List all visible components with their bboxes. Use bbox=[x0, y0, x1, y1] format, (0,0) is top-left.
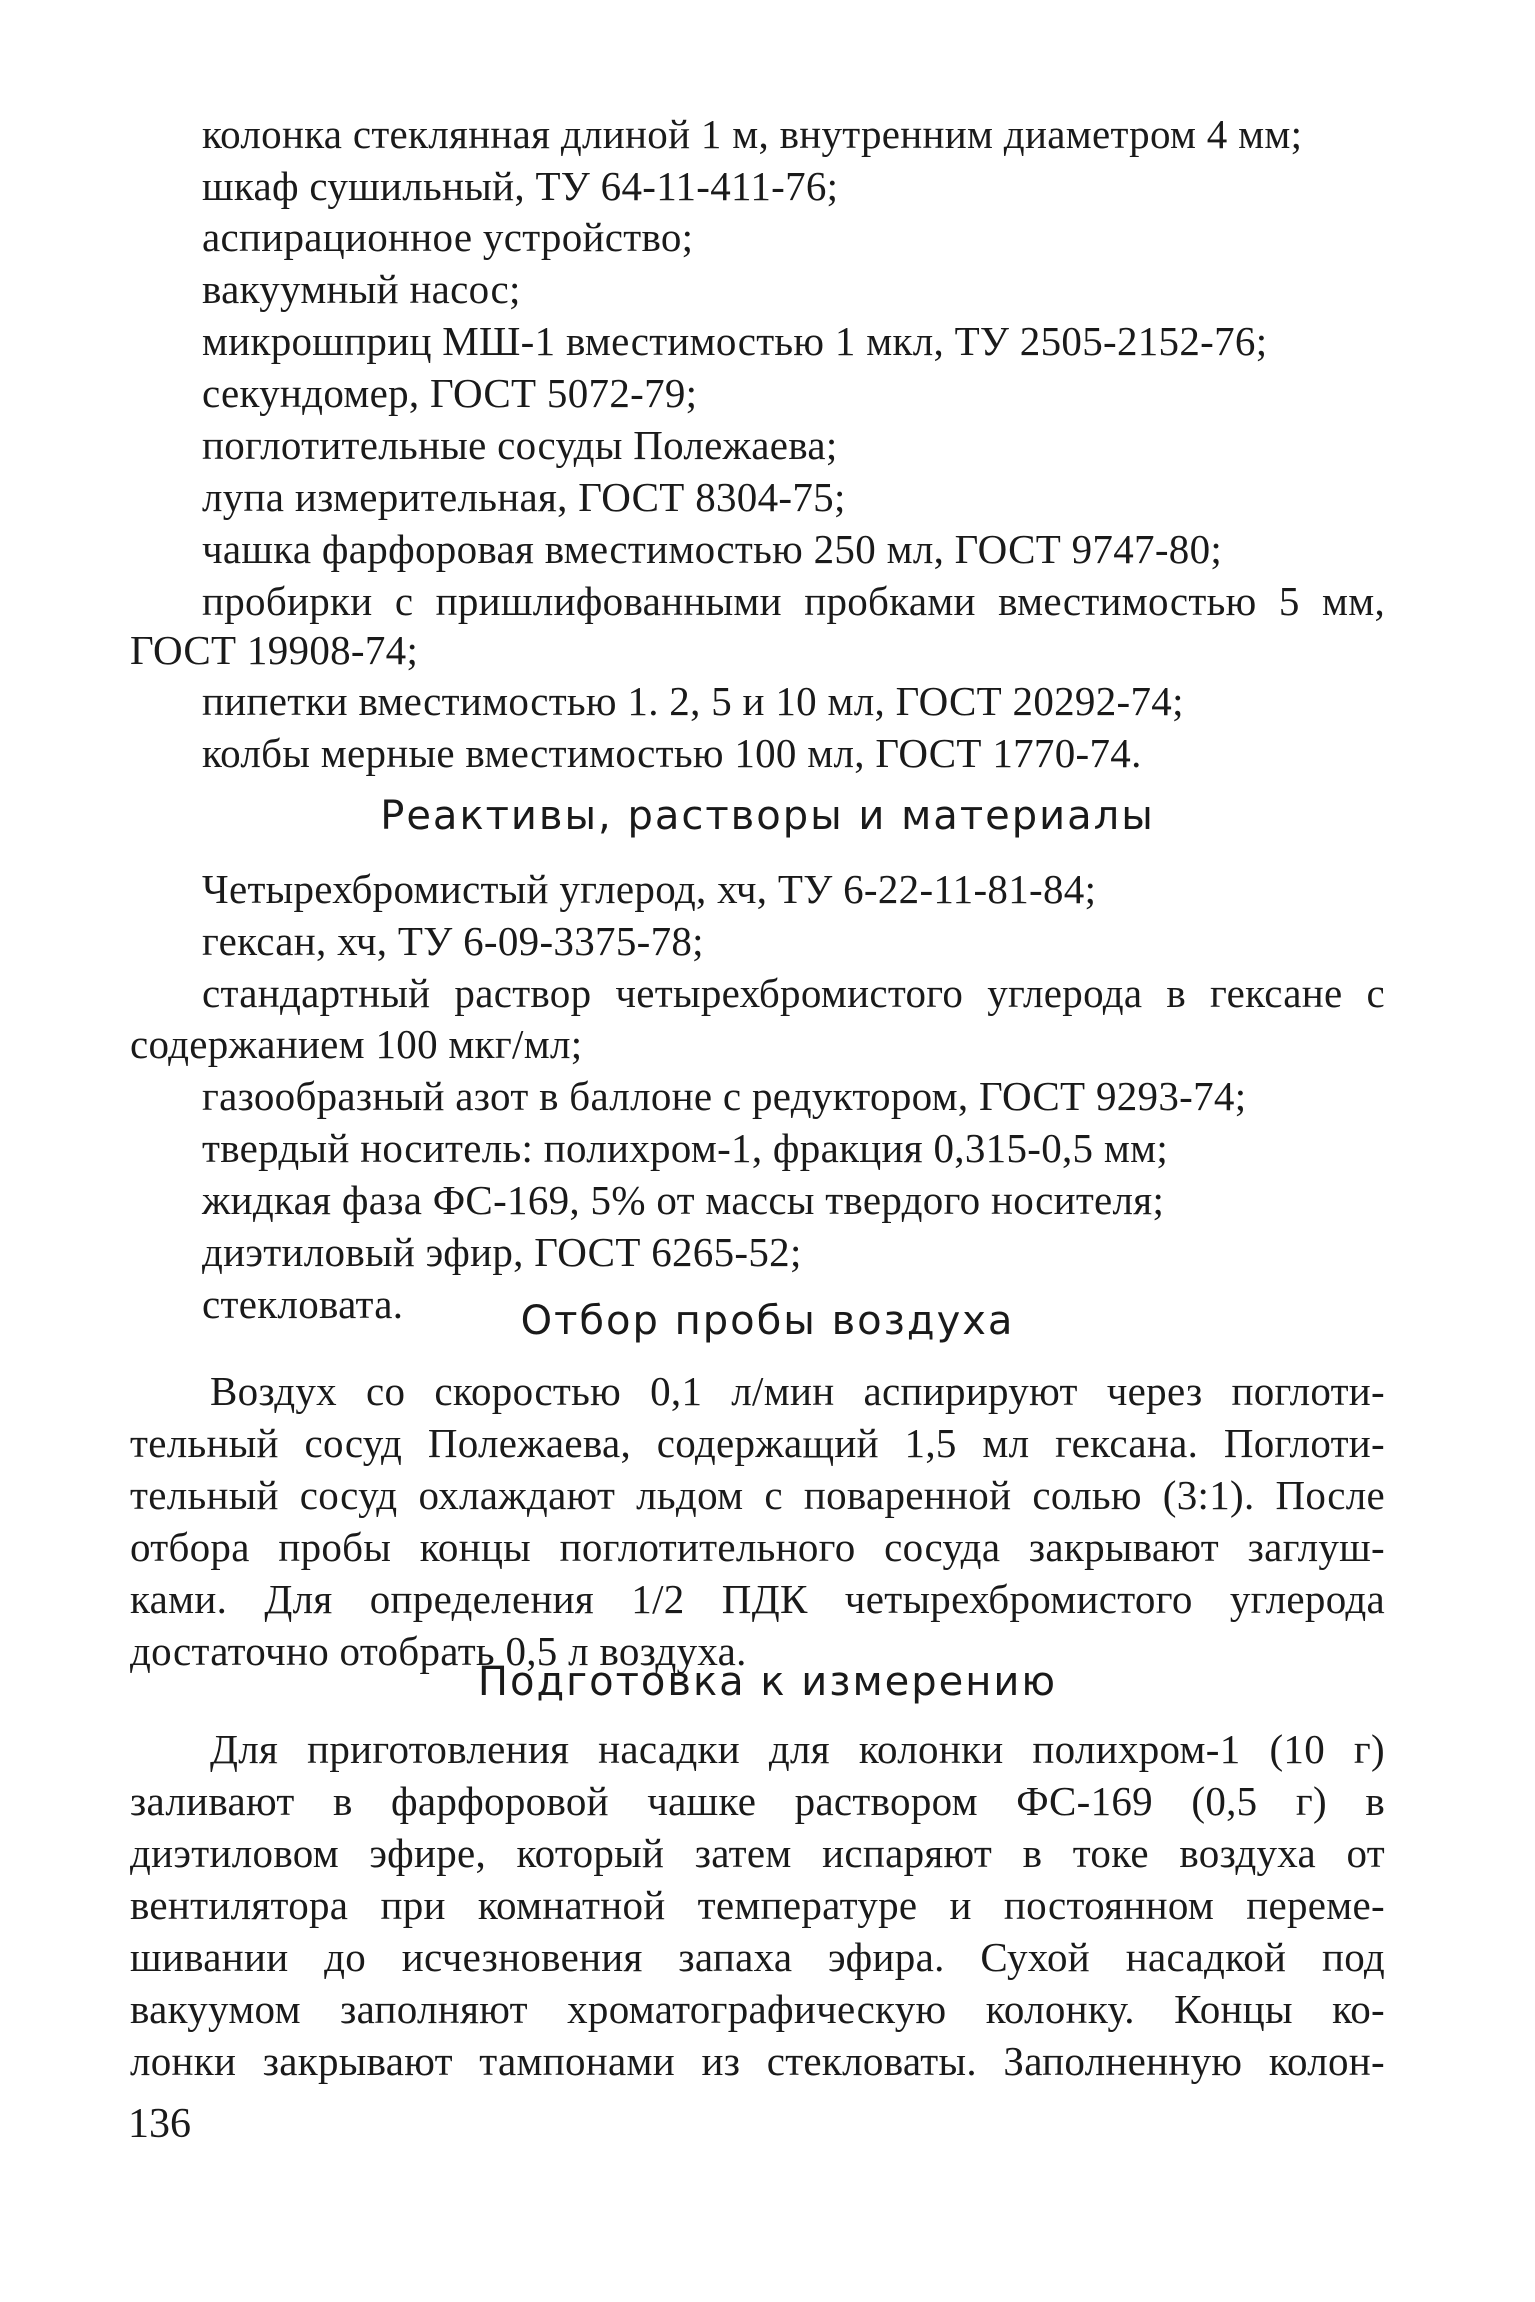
preparation-line: шивании до исчезновения запаха эфира. Сухой насадкой под bbox=[130, 1934, 1385, 1980]
equipment-line: микрошприц МШ-1 вместимостью 1 мкл, ТУ 2505-2152-76; bbox=[202, 318, 1268, 364]
section-heading-sampling: Отбор пробы воздуха bbox=[520, 1298, 1015, 1344]
sampling-line: Воздух со скоростью 0,1 л/мин аспирируют через поглоти- bbox=[210, 1368, 1385, 1414]
reagents-line: стекловата. bbox=[202, 1281, 404, 1327]
reagents-line: твердый носитель: полихром-1, фракция 0,315-0,5 мм; bbox=[202, 1125, 1169, 1171]
sampling-line: тельный сосуд охлаждают льдом с поваренной солью (3:1). После bbox=[130, 1472, 1385, 1518]
equipment-line: колонка стеклянная длиной 1 м, внутренним диаметром 4 мм; bbox=[202, 111, 1303, 157]
sampling-line: достаточно отобрать 0,5 л воздуха. bbox=[130, 1628, 747, 1674]
preparation-line: лонки закрывают тампонами из стекловаты. Заполненную колон- bbox=[130, 2038, 1385, 2084]
sampling-line: ками. Для определения 1/2 ПДК четырехбромистого углерода bbox=[130, 1576, 1385, 1622]
equipment-line: аспирационное устройство; bbox=[202, 214, 694, 260]
reagents-line: стандартный раствор четырехбромистого углерода в гексане с bbox=[202, 970, 1385, 1016]
section-heading-preparation: Подготовка к измерению bbox=[477, 1659, 1058, 1705]
reagents-line: гексан, хч, ТУ 6-09-3375-78; bbox=[202, 918, 704, 964]
section-heading-reagents: Реактивы, растворы и материалы bbox=[380, 793, 1155, 839]
reagents-line: Четырехбромистый углерод, хч, ТУ 6-22-11-81-84; bbox=[202, 866, 1097, 912]
reagents-line: диэтиловый эфир, ГОСТ 6265-52; bbox=[202, 1229, 802, 1275]
preparation-line: заливают в фарфоровой чашке раствором ФС-169 (0,5 г) в bbox=[130, 1778, 1385, 1824]
equipment-line: поглотительные сосуды Полежаева; bbox=[202, 422, 838, 468]
equipment-line: чашка фарфоровая вместимостью 250 мл, ГОСТ 9747-80; bbox=[202, 526, 1223, 572]
preparation-line: вакуумом заполняют хроматографическую колонку. Концы ко- bbox=[130, 1986, 1385, 2032]
preparation-line: вентилятора при комнатной температуре и постоянном переме- bbox=[130, 1882, 1385, 1928]
reagents-line: газообразный азот в баллоне с редуктором, ГОСТ 9293-74; bbox=[202, 1073, 1247, 1119]
equipment-line: ГОСТ 19908-74; bbox=[130, 627, 419, 673]
equipment-line: секундомер, ГОСТ 5072-79; bbox=[202, 370, 698, 416]
sampling-line: тельный сосуд Полежаева, содержащий 1,5 мл гексана. Поглоти- bbox=[130, 1420, 1385, 1466]
page-number: 136 bbox=[128, 2101, 191, 2147]
equipment-line: вакуумный насос; bbox=[202, 266, 521, 312]
equipment-line: пробирки с пришлифованными пробками вместимостью 5 мм, bbox=[202, 578, 1385, 624]
preparation-line: Для приготовления насадки для колонки полихром-1 (10 г) bbox=[210, 1726, 1385, 1772]
reagents-line: содержанием 100 мкг/мл; bbox=[130, 1021, 583, 1067]
equipment-line: пипетки вместимостью 1. 2, 5 и 10 мл, ГОСТ 20292-74; bbox=[202, 678, 1184, 724]
reagents-line: жидкая фаза ФС-169, 5% от массы твердого носителя; bbox=[202, 1177, 1165, 1223]
preparation-line: диэтиловом эфире, который затем испаряют в токе воздуха от bbox=[130, 1830, 1385, 1876]
sampling-line: отбора пробы концы поглотительного сосуда закрывают заглуш- bbox=[130, 1524, 1385, 1570]
equipment-line: шкаф сушильный, ТУ 64-11-411-76; bbox=[202, 163, 839, 209]
equipment-line: лупа измерительная, ГОСТ 8304-75; bbox=[202, 474, 846, 520]
equipment-line: колбы мерные вместимостью 100 мл, ГОСТ 1770-74. bbox=[202, 730, 1142, 776]
